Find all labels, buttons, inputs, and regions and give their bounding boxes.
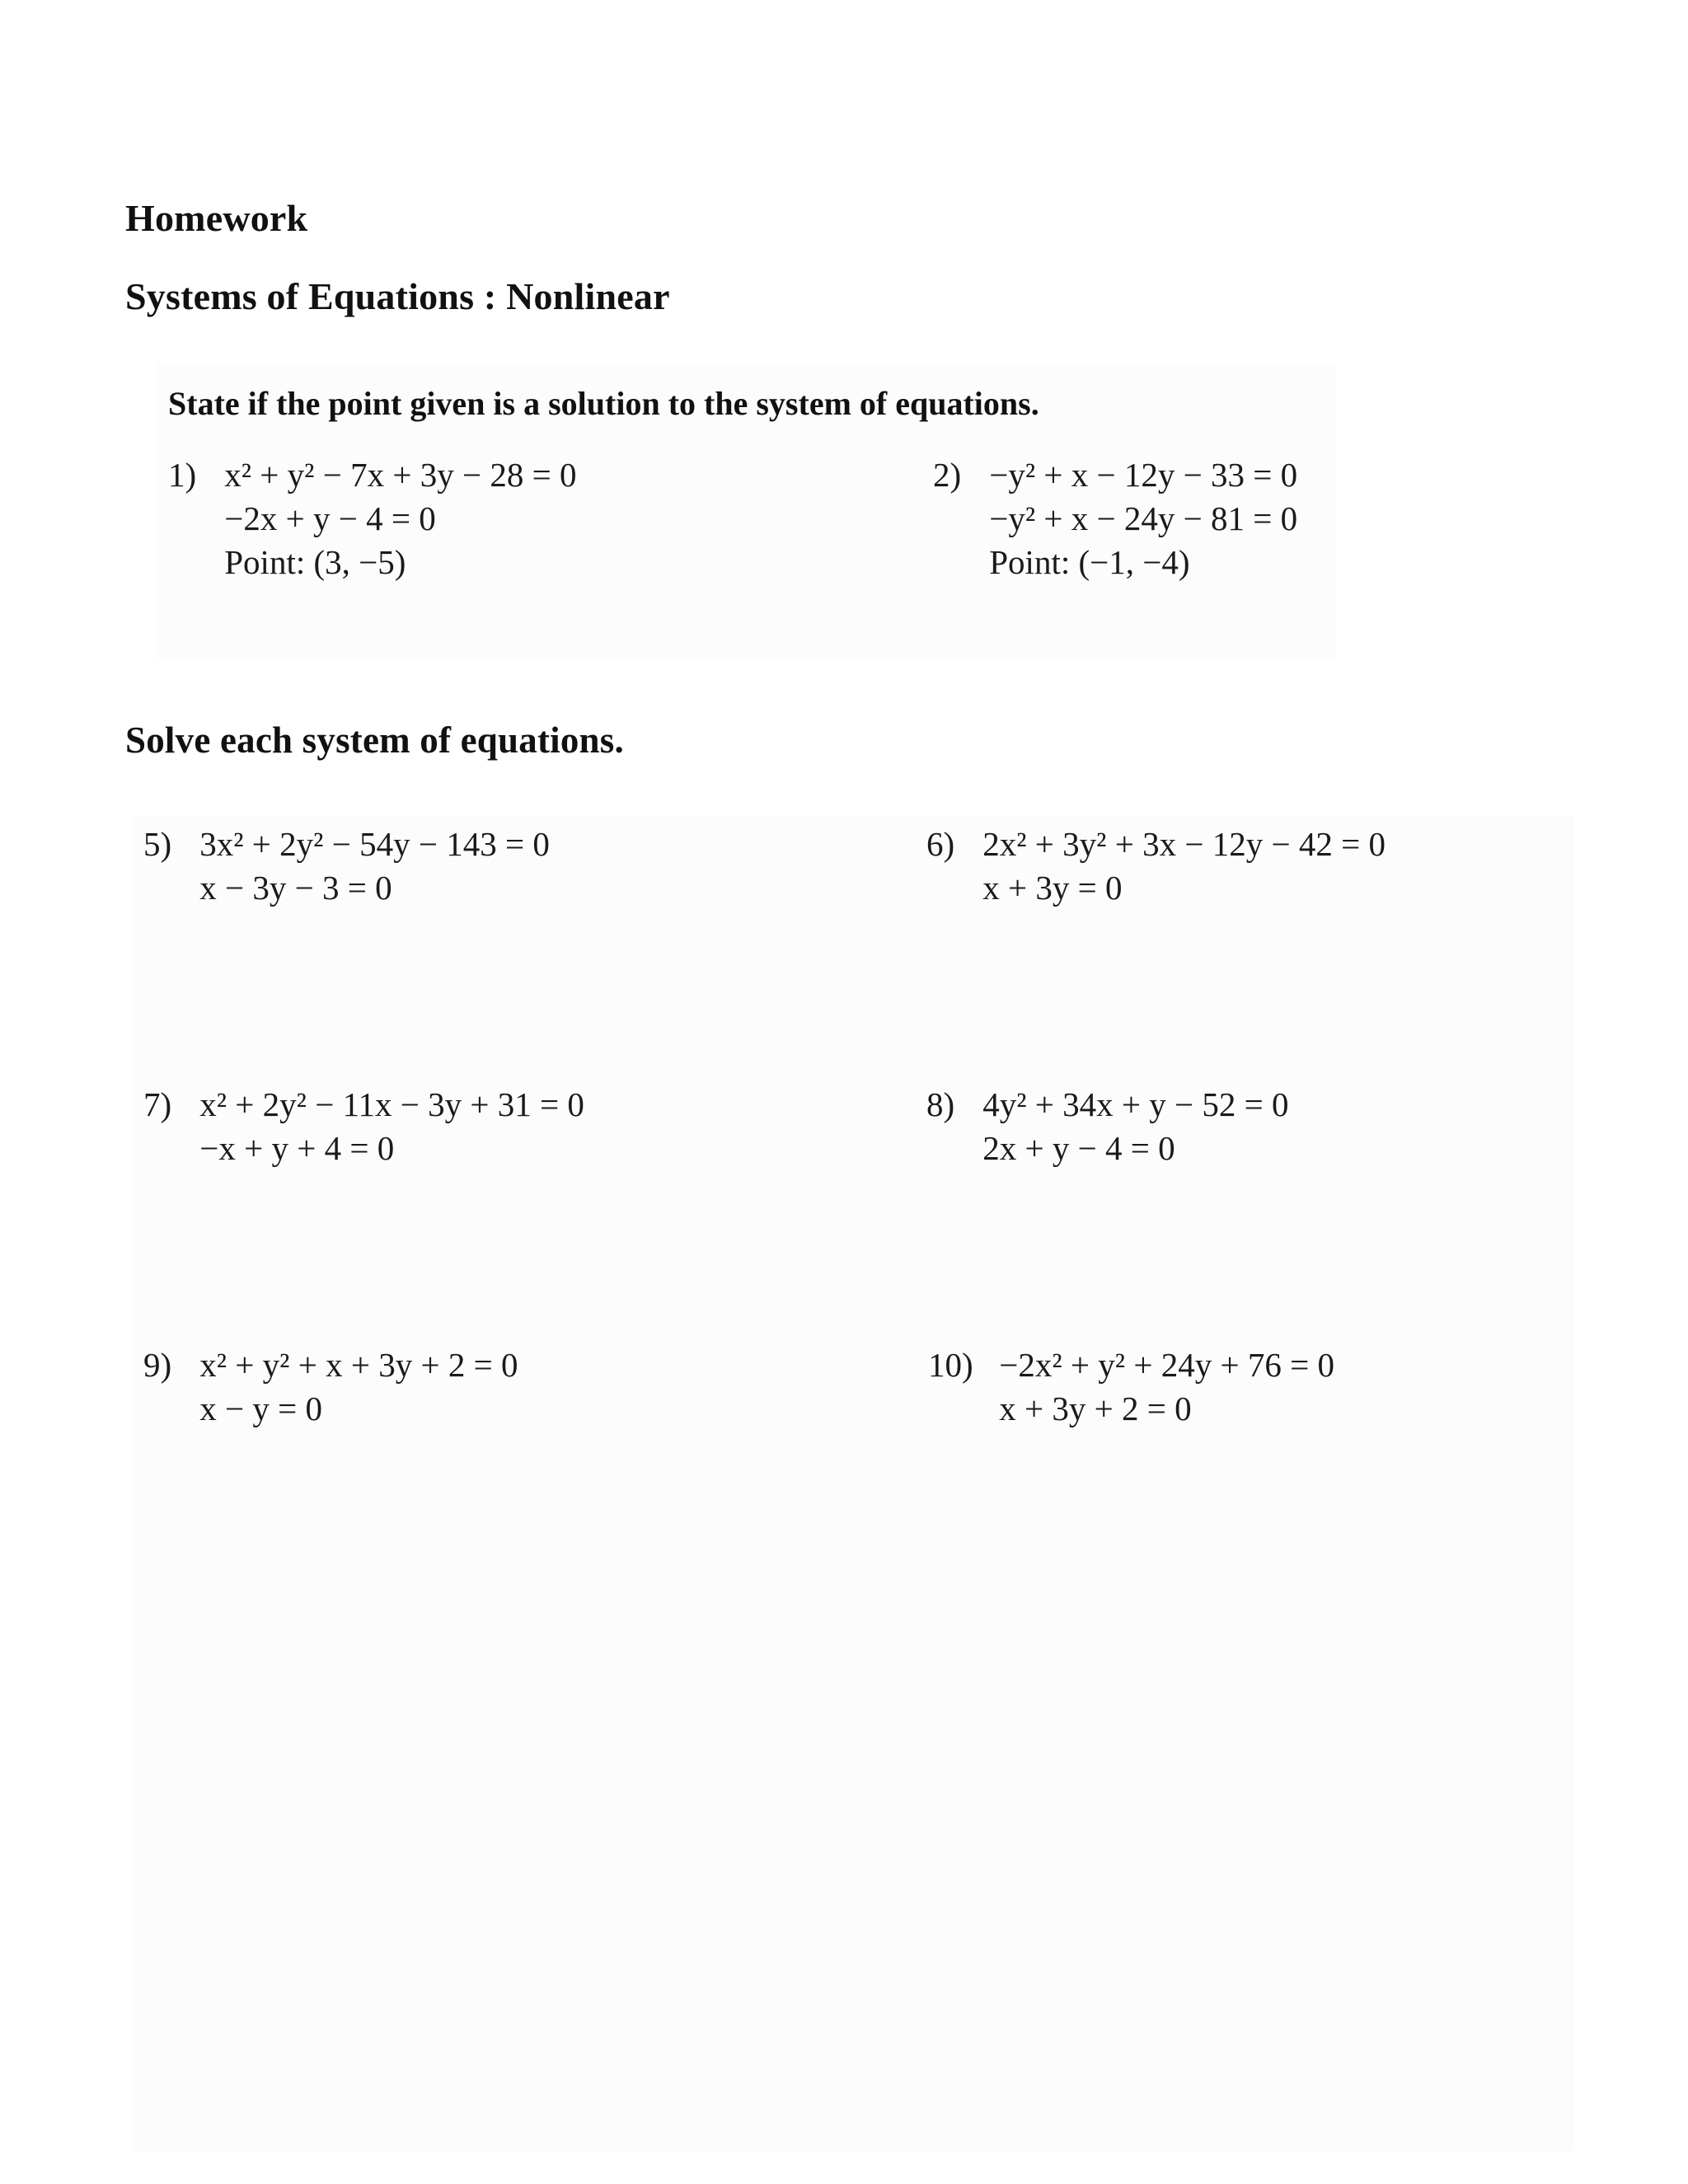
equation: −y² + x − 24y − 81 = 0 bbox=[989, 499, 1298, 537]
problem-9 bbox=[143, 1343, 518, 1431]
problem-1 bbox=[168, 453, 576, 584]
problem-5 bbox=[143, 823, 550, 910]
equation: 2x² + 3y² + 3x − 12y − 42 = 0 bbox=[982, 825, 1386, 863]
problem-6 bbox=[926, 823, 1386, 910]
problem-1-eq1-row bbox=[168, 453, 576, 497]
page-title: Homework bbox=[125, 197, 308, 239]
problem-2-eq2-row bbox=[933, 497, 1297, 541]
equation: 3x² + 2y² − 54y − 143 = 0 bbox=[199, 825, 550, 863]
problem-8 bbox=[926, 1083, 1289, 1170]
problem-1-eq2-row bbox=[168, 497, 576, 541]
problem-1-point-row bbox=[168, 541, 576, 584]
section2-instruction: Solve each system of equations. bbox=[125, 719, 624, 761]
problem-number: 7) bbox=[143, 1085, 172, 1123]
equation: −y² + x − 12y − 33 = 0 bbox=[989, 456, 1298, 494]
problem-10 bbox=[928, 1343, 1334, 1431]
problem-number: 2) bbox=[933, 456, 962, 494]
problem-number: 5) bbox=[143, 825, 172, 863]
equation: x² + y² − 7x + 3y − 28 = 0 bbox=[224, 456, 577, 494]
equation: x² + 2y² − 11x − 3y + 31 = 0 bbox=[199, 1085, 584, 1123]
equation: x − y = 0 bbox=[199, 1390, 322, 1427]
problem-number: 10) bbox=[928, 1346, 973, 1384]
equation: x + 3y = 0 bbox=[982, 869, 1123, 907]
problem-number: 8) bbox=[926, 1085, 955, 1123]
problem-number: 1) bbox=[168, 456, 197, 494]
point-value: (3, −5) bbox=[313, 543, 406, 581]
point-label: Point: bbox=[989, 543, 1071, 581]
problem-2-eq1-row bbox=[933, 453, 1297, 497]
equation: 2x + y − 4 = 0 bbox=[982, 1129, 1175, 1167]
problem-number: 6) bbox=[926, 825, 955, 863]
equation: x² + y² + x + 3y + 2 = 0 bbox=[199, 1346, 518, 1384]
equation: x + 3y + 2 = 0 bbox=[999, 1390, 1192, 1427]
equation: x − 3y − 3 = 0 bbox=[199, 869, 392, 907]
problem-2-point-row bbox=[933, 541, 1297, 584]
problem-2 bbox=[933, 453, 1297, 584]
equation: −x + y + 4 = 0 bbox=[199, 1129, 395, 1167]
scan-region-bottom bbox=[132, 816, 1574, 2151]
point-value: (−1, −4) bbox=[1078, 543, 1190, 581]
problem-7 bbox=[143, 1083, 584, 1170]
equation: −2x + y − 4 = 0 bbox=[224, 499, 436, 537]
equation: 4y² + 34x + y − 52 = 0 bbox=[982, 1085, 1289, 1123]
point-label: Point: bbox=[224, 543, 306, 581]
equation: −2x² + y² + 24y + 76 = 0 bbox=[999, 1346, 1334, 1384]
problem-number: 9) bbox=[143, 1346, 172, 1384]
page-subtitle: Systems of Equations : Nonlinear bbox=[125, 275, 670, 317]
section1-instruction: State if the point given is a solution to the system of equations. bbox=[168, 385, 1039, 422]
